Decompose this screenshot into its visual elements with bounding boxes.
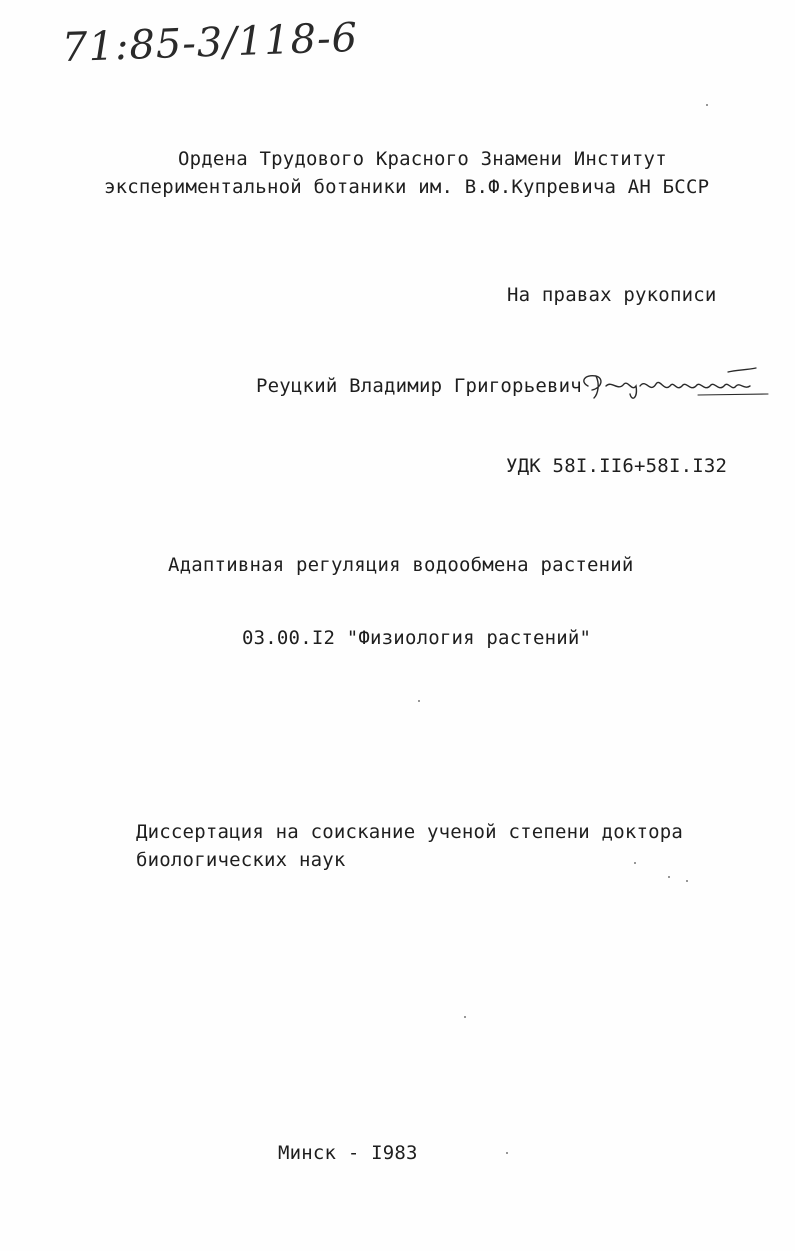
place-year: Минск - I983 — [278, 1142, 418, 1164]
author-name: Реуцкий Владимир Григорьевич — [256, 375, 582, 397]
dissertation-title: Адаптивная регуляция водообмена растений — [168, 554, 634, 576]
specialty-code: 03.00.I2 "Физиология растений" — [242, 627, 592, 649]
institution-line-2: экспериментальной ботаники им. В.Ф.Купревича АН БССР — [104, 176, 710, 198]
scan-speck — [506, 1152, 508, 1154]
degree-line-2: биологических наук — [136, 849, 346, 871]
scan-speck — [634, 862, 636, 864]
author-signature — [578, 364, 773, 404]
institution-line-1: Ордена Трудового Красного Знамени Институт — [178, 148, 667, 170]
scan-speck — [706, 104, 708, 106]
scan-speck — [464, 1016, 466, 1018]
scan-speck — [686, 880, 688, 882]
degree-line-1: Диссертация на соискание ученой степени доктора — [136, 821, 684, 843]
udk-code: УДК 58I.II6+58I.I32 — [506, 455, 728, 477]
archive-code-handwritten: 71:85-3/118-6 — [61, 14, 359, 72]
scan-speck — [668, 876, 670, 878]
scan-speck — [418, 700, 420, 702]
manuscript-note: На правах рукописи — [507, 284, 717, 306]
